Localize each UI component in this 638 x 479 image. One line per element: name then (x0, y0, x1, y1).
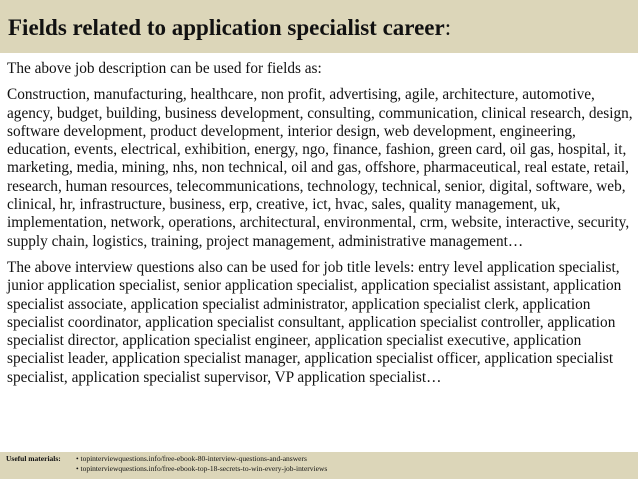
content-area (7, 60, 633, 395)
footer (0, 452, 638, 479)
title-bar (0, 0, 638, 53)
slide-title: Fields related to application specialist career (8, 15, 445, 40)
intro-text: The above job description can be used for fields as: (7, 60, 322, 77)
fields-paragraph: Construction, manufacturing, healthcare, non profit, advertising, agile, architecture, automotive, agency, budget, building, business development, consulting, communication, clinical research, design, software development, product development, interior design, web development, engineering, education, events, electrical, exhibition, energy, ngo, finance, fashion, green card, oil gas, hospital, it, marketing, media, mining, nhs, non technical, oil and gas, offshore, pharmaceutical, real estate, retail, research, human resources, telecommunications, technology, technical, senior, digital, software, web, clinical, hr, infrastructure, business, erp, creative, ict, hvac, sales, quality management, uk, implementation, network, operations, architectural, environmental, crm, website, interactive, security, supply chain, logistics, training, project management, administrative management… (7, 86, 633, 250)
footer-link-ebook-80-questions[interactable]: • topinterviewquestions.info/free-ebook-80-interview-questions-and-answers (76, 454, 307, 463)
job-levels-paragraph: The above interview questions also can be used for job title levels: entry level application specialist, junior application specialist, senior application specialist, application specialist assistant, application specialist associate, application specialist administrator, application specialist clerk, application specialist coordinator, application specialist consultant, application specialist controller, application specialist director, application specialist engineer, application specialist executive, application specialist leader, application specialist manager, application specialist officer, application specialist specialist, application specialist supervisor, VP application specialist… (7, 258, 622, 386)
footer-label-spacer (6, 464, 76, 474)
slide-title-colon: : (444, 15, 452, 40)
footer-row-1 (6, 454, 638, 464)
footer-row-2 (6, 464, 638, 474)
footer-link-ebook-18-secrets[interactable]: • topinterviewquestions.info/free-ebook-top-18-secrets-to-win-every-job-interviews (76, 464, 328, 473)
footer-label: Useful materials: (6, 454, 61, 463)
